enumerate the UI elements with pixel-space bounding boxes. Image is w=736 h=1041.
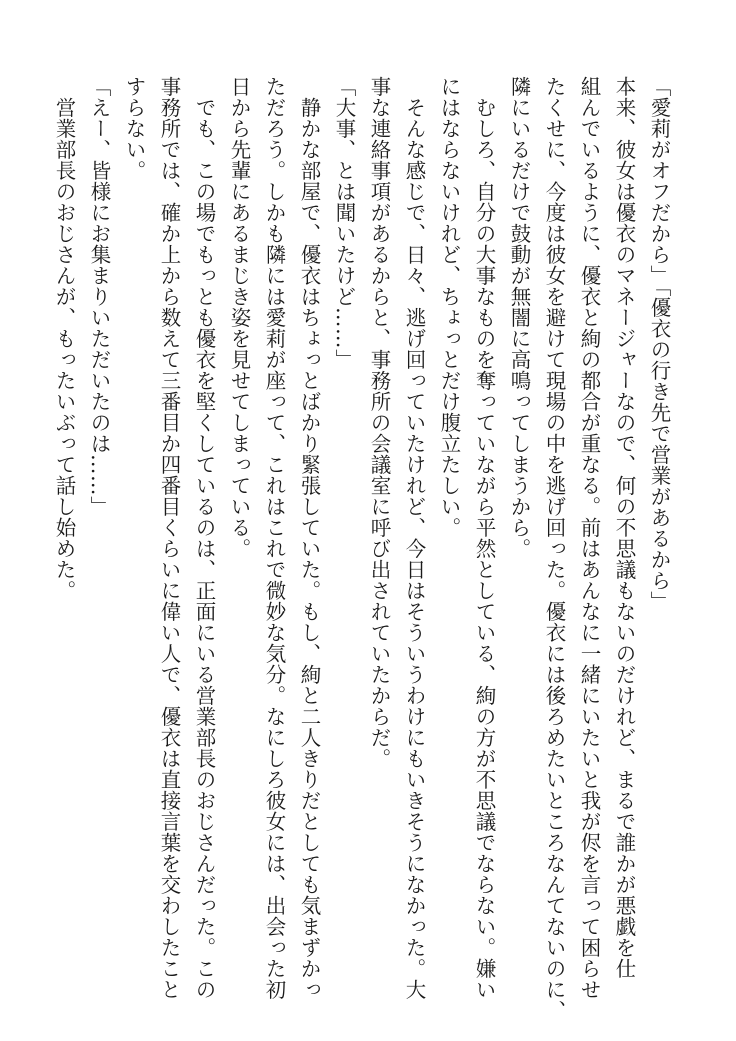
text-line: たくせに、今度は彼女を避けて現場の中を逃げ回った。優衣には後ろめたいところなんてないのに、 xyxy=(542,76,566,1021)
vertical-text-body xyxy=(46,76,676,1021)
text-line: 「えー、皆様にお集まりいただいたのは……」 xyxy=(87,76,111,517)
text-line: むしろ、自分の大事なものを奪っていながら平然としている、絢の方が不思議でならない。嫌い xyxy=(472,76,496,1000)
text-line: 「愛莉がオフだから」「優衣の行き先で営業があるから」 xyxy=(647,76,671,612)
text-line: 日から先輩にあるまじき姿を見せてしまっている。 xyxy=(227,76,251,559)
text-line: でも、この場でもっとも優衣を堅くしているのは、正面にいる営業部長のおじさんだった。この xyxy=(192,76,216,1000)
text-line: にはならないけれど、ちょっとだけ腹立たしい。 xyxy=(437,76,461,538)
text-line: そんな感じで、日々、逃げ回っていたけれど、今日はそういうわけにもいきそうになかった。大 xyxy=(402,76,426,1000)
text-line: 営業部長のおじさんが、もったいぶって話し始めた。 xyxy=(52,76,76,601)
text-line: 事務所では、確か上から数えて三番目か四番目くらいに偉い人で、優衣は直接言葉を交わしたこと xyxy=(157,76,181,1000)
text-line: 本来、彼女は優衣のマネージャーなので、何の不思議もないのだけれど、まるで誰かが悪戯を仕 xyxy=(612,76,636,979)
text-line: 「大事、とは聞いたけど……」 xyxy=(332,76,356,370)
text-line: 組んでいるように、優衣と絢の都合が重なる。前はあんなに一緒にいたいと我が侭を言って困らせ xyxy=(577,76,601,1000)
text-line: ただろう。しかも隣には愛莉が座って、これはこれで微妙な気分。なにしろ彼女には、出会った初 xyxy=(262,76,286,1000)
text-line: 隣にいるだけで鼓動が無闇に高鳴ってしまうから。 xyxy=(507,76,531,559)
text-line: すらない。 xyxy=(122,76,146,181)
text-line: 事な連絡事項があるからと、事務所の会議室に呼び出されていたからだ。 xyxy=(367,76,391,769)
text-line: 静かな部屋で、優衣はちょっとばかり緊張していた。もし、絢と二人きりだとしても気まずかっ xyxy=(297,76,321,1000)
